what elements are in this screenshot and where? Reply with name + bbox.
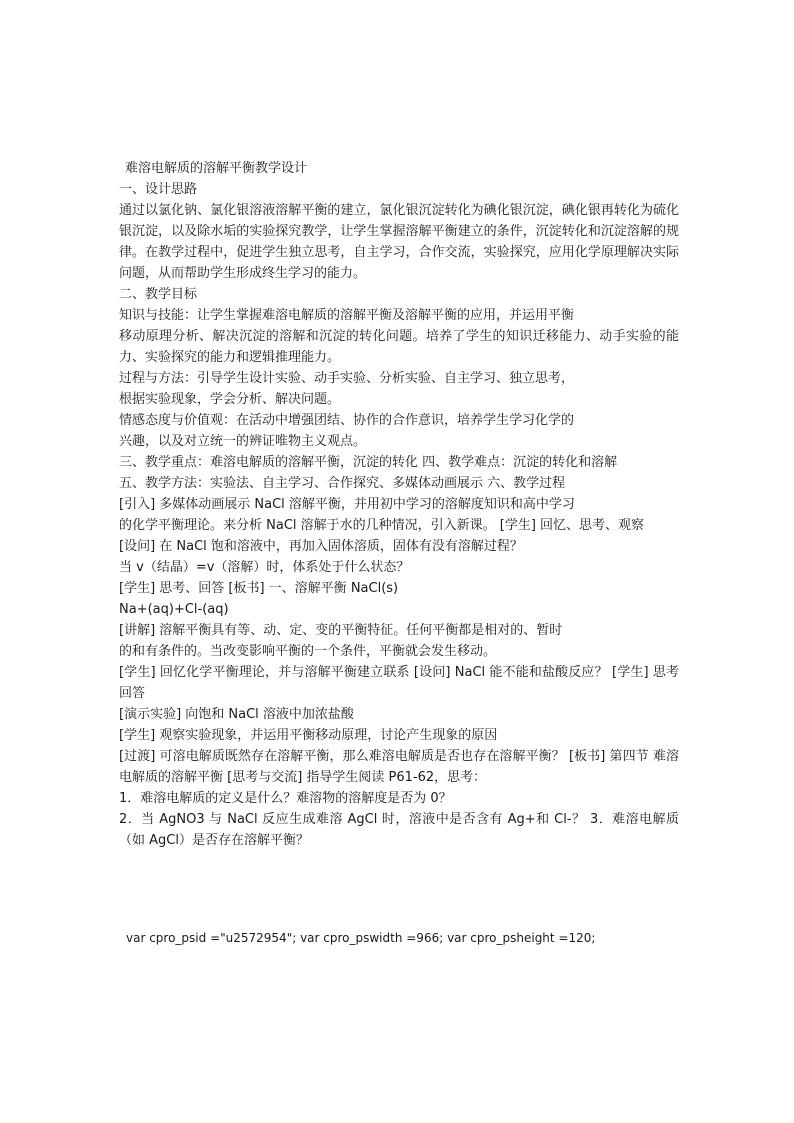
text-process-methods-cont: 根据实验现象，学会分析、解决问题。 bbox=[119, 392, 341, 407]
text-intro: [引入] 多媒体动画展示 NaCl 溶解平衡，并用初中学习的溶解度知识和高中学习 bbox=[119, 497, 575, 512]
text-student-observe: [学生] 观察实验现象，并运用平衡移动原理，讨论产生现象的原因 bbox=[119, 728, 498, 743]
text-item-1: 1．难溶电解质的定义是什么？难溶物的溶解度是否为 0？ bbox=[119, 791, 452, 806]
paragraph-design-idea: 通过以氯化钠、氯化银溶液溶解平衡的建立，氯化银沉淀转化为碘化银沉淀，碘化银再转化为硫化银沉淀，以及除水垢的实验探究教学，让学生掌握溶解平衡建立的条件，沉淀转化和沉淀溶解的规律。在教学过程中，促进学生独立思考，自主学习，合作交流，实验探究，应用化学原理解决实际问题，从而帮助学生形成终生学习的能力。 bbox=[119, 203, 679, 281]
paragraph-transition: [过渡] 可溶电解质既然存在溶解平衡，那么难溶电解质是否也存在溶解平衡？ [板书] 第四节 难溶电解质的溶解平衡 [思考与交流] 指导学生阅读 P61-62，思考： bbox=[119, 749, 679, 785]
text-question-2: 当 v（结晶）=v（溶解）时，体系处于什么状态？ bbox=[119, 560, 410, 575]
script-text: var cpro_psid ="u2572954"; var cpro_pswidth =966; var cpro_psheight =120; bbox=[126, 931, 596, 945]
text-equation: Na+(aq)+Cl-(aq) bbox=[119, 602, 229, 617]
document-body bbox=[119, 158, 679, 851]
text-teaching-methods: 五、教学方法：实验法、自主学习、合作探究、多媒体动画展示 六、教学过程 bbox=[119, 476, 566, 491]
text-emotion-values-cont: 兴趣，以及对立统一的辨证唯物主义观点。 bbox=[119, 434, 367, 449]
text-board-1: [学生] 思考、回答 [板书] 一、溶解平衡 NaCl(s) bbox=[119, 581, 399, 596]
text-emotion-values: 情感态度与价值观：在活动中增强团结、协作的合作意识，培养学生学习化学的 bbox=[119, 413, 575, 428]
paragraph-knowledge-skills-cont: 移动原理分析、解决沉淀的溶解和沉淀的转化问题。培养了学生的知识迁移能力、动手实验的能力、实验探究的能力和逻辑推理能力。 bbox=[119, 329, 679, 365]
text-knowledge-skills: 知识与技能：让学生掌握难溶电解质的溶解平衡及溶解平衡的应用，并运用平衡 bbox=[119, 308, 575, 323]
text-intro-cont: 的化学平衡理论。来分析 NaCl 溶解于水的几种情况，引入新课。 [学生] 回忆、思考、观察 bbox=[119, 518, 645, 533]
text-demo-experiment: [演示实验] 向饱和 NaCl 溶液中加浓盐酸 bbox=[119, 707, 354, 722]
text-key-difficult-points: 三、教学重点：难溶电解质的溶解平衡，沉淀的转化 四、教学难点：沉淀的转化和溶解 bbox=[119, 455, 618, 470]
text-explain: [讲解] 溶解平衡具有等、动、定、变的平衡特征。任何平衡都是相对的、暂时 bbox=[119, 623, 563, 638]
paragraph-item-2-3: 2．当 AgNO3 与 NaCl 反应生成难溶 AgCl 时，溶液中是否含有 Ag+和 Cl-？ 3．难溶电解质（如 AgCl）是否存在溶解平衡？ bbox=[119, 812, 679, 848]
heading-teaching-goals: 二、教学目标 bbox=[119, 287, 198, 302]
heading-design-idea: 一、设计思路 bbox=[119, 182, 198, 197]
text-question-1: [设问] 在 NaCl 饱和溶液中，再加入固体溶质，固体有没有溶解过程？ bbox=[119, 539, 523, 554]
paragraph-student-recall: [学生] 回忆化学平衡理论，并与溶解平衡建立联系 [设问] NaCl 能不能和盐酸反应？ [学生] 思考回答 bbox=[119, 665, 679, 701]
text-explain-cont: 的和有条件的。当改变影响平衡的一个条件，平衡就会发生移动。 bbox=[119, 644, 497, 659]
text-process-methods: 过程与方法：引导学生设计实验、动手实验、分析实验、自主学习、独立思考， bbox=[119, 371, 575, 386]
document-title: 难溶电解质的溶解平衡教学设计 bbox=[125, 161, 308, 176]
